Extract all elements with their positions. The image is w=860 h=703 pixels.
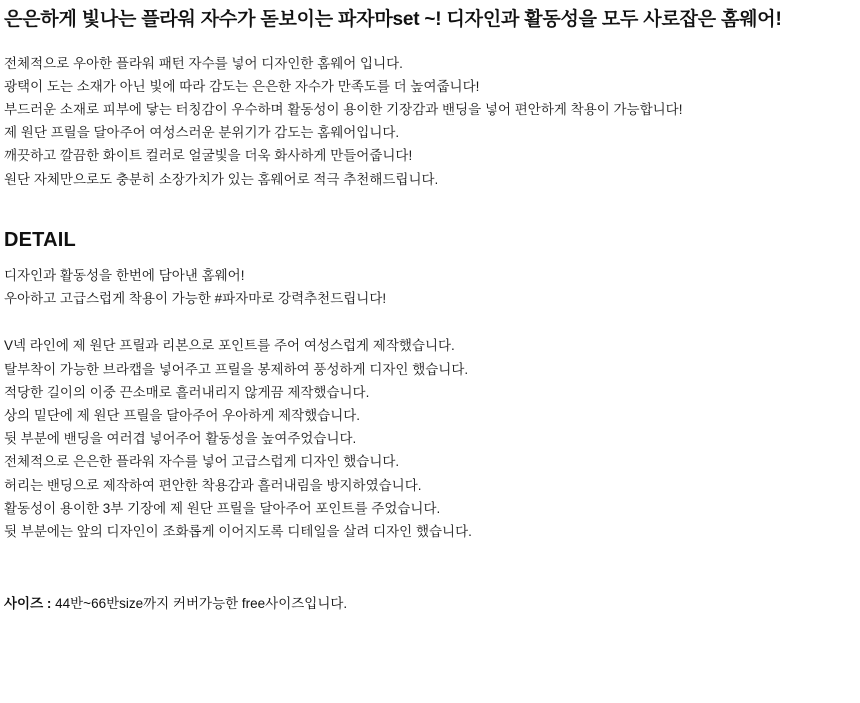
size-value: 44반~66반size까지 커버가능한 free사이즈입니다. [51, 596, 348, 612]
detail-feature-list [0, 334, 860, 543]
intro-line: 부드러운 소재로 피부에 닿는 터칭감이 우수하며 활동성이 용이한 기장감과 밴딩을 넣어 편안하게 착용이 가능합니다! [4, 101, 683, 117]
detail-lead-line: 디자인과 활동성을 한번에 담아낸 홈웨어! [4, 267, 245, 283]
size-label: 사이즈 : [4, 596, 52, 612]
product-description-page [0, 6, 860, 616]
intro-line: 깨끗하고 깔끔한 화이트 컬러로 얼굴빛을 더욱 화사하게 만들어줍니다! [4, 148, 413, 164]
intro-line: 전체적으로 우아한 플라워 패턴 자수를 넣어 디자인한 홈웨어 입니다. [4, 55, 403, 71]
detail-feature-line: 활동성이 용이한 3부 기장에 제 원단 프릴을 달아주어 포인트를 주었습니다. [4, 500, 441, 516]
detail-feature-line: 전체적으로 은은한 플라워 자수를 넣어 고급스럽게 디자인 했습니다. [4, 454, 400, 470]
detail-feature-line: 뒷 부분에 밴딩을 여러겹 넣어주어 활동성을 높여주었습니다. [4, 431, 357, 447]
detail-section-title: DETAIL [4, 228, 76, 251]
intro-paragraph [0, 52, 860, 191]
intro-line: 광택이 도는 소재가 아닌 빛에 따라 감도는 은은한 자수가 만족도를 더 높여줍니다! [4, 78, 480, 94]
intro-line: 원단 자체만으로도 충분히 소장가치가 있는 홈웨어로 적극 추천해드립니다. [4, 171, 439, 187]
detail-lead-paragraph [0, 264, 860, 310]
size-note [0, 593, 860, 616]
detail-feature-line: 뒷 부분에는 앞의 디자인이 조화롭게 이어지도록 디테일을 살려 디자인 했습니다. [4, 524, 472, 540]
detail-lead-line: 우아하고 고급스럽게 착용이 가능한 #파자마로 강력추천드립니다! [4, 291, 387, 307]
detail-feature-line: V넥 라인에 제 원단 프릴과 리본으로 포인트를 주어 여성스럽게 제작했습니다. [4, 338, 455, 354]
page-headline: 은은하게 빛나는 플라워 자수가 돋보이는 파자마set ~! 디자인과 활동성을 모두 사로잡은 홈웨어! [4, 9, 782, 30]
detail-feature-line: 상의 밑단에 제 원단 프릴을 달아주어 우아하게 제작했습니다. [4, 407, 361, 423]
detail-feature-line: 탈부착이 가능한 브라캡을 넣어주고 프릴을 봉제하여 풍성하게 디자인 했습니다. [4, 361, 469, 377]
intro-line: 제 원단 프릴을 달아주어 여성스러운 분위기가 감도는 홈웨어입니다. [4, 125, 400, 141]
detail-feature-line: 적당한 길이의 이중 끈소매로 흘러내리지 않게끔 제작했습니다. [4, 384, 370, 400]
detail-feature-line: 허리는 밴딩으로 제작하여 편안한 착용감과 흘러내림을 방지하였습니다. [4, 477, 422, 493]
